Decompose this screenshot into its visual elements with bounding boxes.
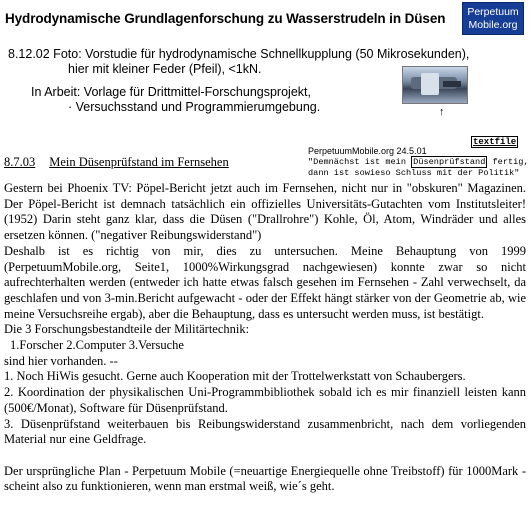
- intro-in-progress-line-1: In Arbeit: Vorlage für Drittmittel-Forschungsprojekt,: [31, 85, 311, 99]
- section-date: 8.7.03: [4, 155, 36, 169]
- logo-line-2: Mobile.org: [468, 19, 518, 31]
- paragraph-components-available: sind hier vorhanden. --: [4, 353, 118, 368]
- quote-box: [308, 146, 529, 179]
- paragraph-original-plan: Der ursprüngliche Plan - Perpetuum Mobile (=neuartige Energiequelle ohne Treibstoff) für 1000Mark - scheint also zu funktionieren, wenn man erstmal weiß, wie´s geht.: [4, 463, 526, 494]
- section-heading: [4, 155, 229, 170]
- quote-text-post: fertig,: [487, 157, 529, 167]
- quote-highlight: Düsenprüfstand: [413, 157, 486, 167]
- section-title: Mein Düsenprüfstand im Fernsehen: [49, 155, 229, 169]
- arrow-up-icon: ↑: [439, 106, 445, 118]
- quote-source: PerpetuumMobile.org 24.5.01: [308, 146, 427, 156]
- page-title: Hydrodynamische Grundlagenforschung zu Wasserstrudeln in Düsen: [5, 11, 446, 26]
- paragraph-item-1: 1. Noch HiWis gesucht. Gerne auch Kooperation mit der Trottelwerkstatt von Schaubergers.: [4, 369, 466, 384]
- paragraph-item-3: 3. Düsenprüfstand weiterbauen bis Reibungswiderstand zusammenbricht, nach dem vorliegenden Material nur eine Geldfrage.: [4, 416, 526, 447]
- textfile-link[interactable]: textfile: [473, 137, 517, 147]
- quote-line-2: dann ist sowieso Schluss mit der Politik": [308, 168, 520, 178]
- paragraph-components-intro: Die 3 Forschungsbestandteile der Militärtechnik:: [4, 322, 250, 337]
- intro-in-progress-line-2: · Versuchsstand und Programmierumgebung.: [68, 100, 321, 114]
- intro-photo-caption-line-2: hier mit kleiner Feder (Pfeil), <1kN.: [68, 62, 262, 76]
- paragraph-claim: Deshalb ist es richtig von mir, dies zu untersuchen. Meine Behauptung von 1999 (PerpetuumMobile.org, Seite1, 1000%Wirkungsgrad nachgewiesen) konnte zwar so nicht aufrechterhalten werden (entweder ich hatte etwas falsch gesehen im Fernsehen - Zahl verwechselt, da geschlafen und von 3-min.Bericht aufgewacht - oder der Effekt hängt stärker von der Geometrie ab, wie meine Versuchsreihe ergab), aber die Behauptung, dass es untersucht werden muss, ist bestätigt.: [4, 243, 526, 321]
- paragraph-gap: [4, 448, 526, 464]
- paragraph-phoenix-tv: Gestern bei Phoenix TV: Pöpel-Bericht jetzt auch im Fernsehen, nicht nur in "obskuren" Magazinen. Der Pöpel-Bericht ist demnach tatsächlich ein offizielles Universitäts-Gutachten vom Institutsleiter! (1952) Darin steht ganz klar, dass die Düsen ("Drallrohre") Kohle, Öl, Atom, Windräder und alles ersetzen können. ("negativer Reibungswiderstand"): [4, 181, 526, 243]
- quote-text-pre: "Demnächst ist mein: [308, 157, 412, 167]
- article-body: [4, 181, 526, 495]
- perpetuum-mobile-logo[interactable]: [462, 2, 524, 35]
- quote-line-1: [308, 157, 529, 168]
- paragraph-item-2: 2. Koordination der physikalischen Uni-Programmbibliothek sobald ich es mir finanziell leisten kann (500€/Monat), Software für Düsenprüfstand.: [4, 385, 526, 415]
- coupling-photo-image[interactable]: [402, 66, 468, 104]
- intro-photo-caption-line-1: 8.12.02 Foto: Vorstudie für hydrodynamische Schnellkupplung (50 Mikrosekunden),: [8, 47, 470, 61]
- paragraph-components-list: 1.Forscher 2.Computer 3.Versuche: [10, 338, 184, 353]
- logo-line-1: Perpetuum: [467, 6, 519, 18]
